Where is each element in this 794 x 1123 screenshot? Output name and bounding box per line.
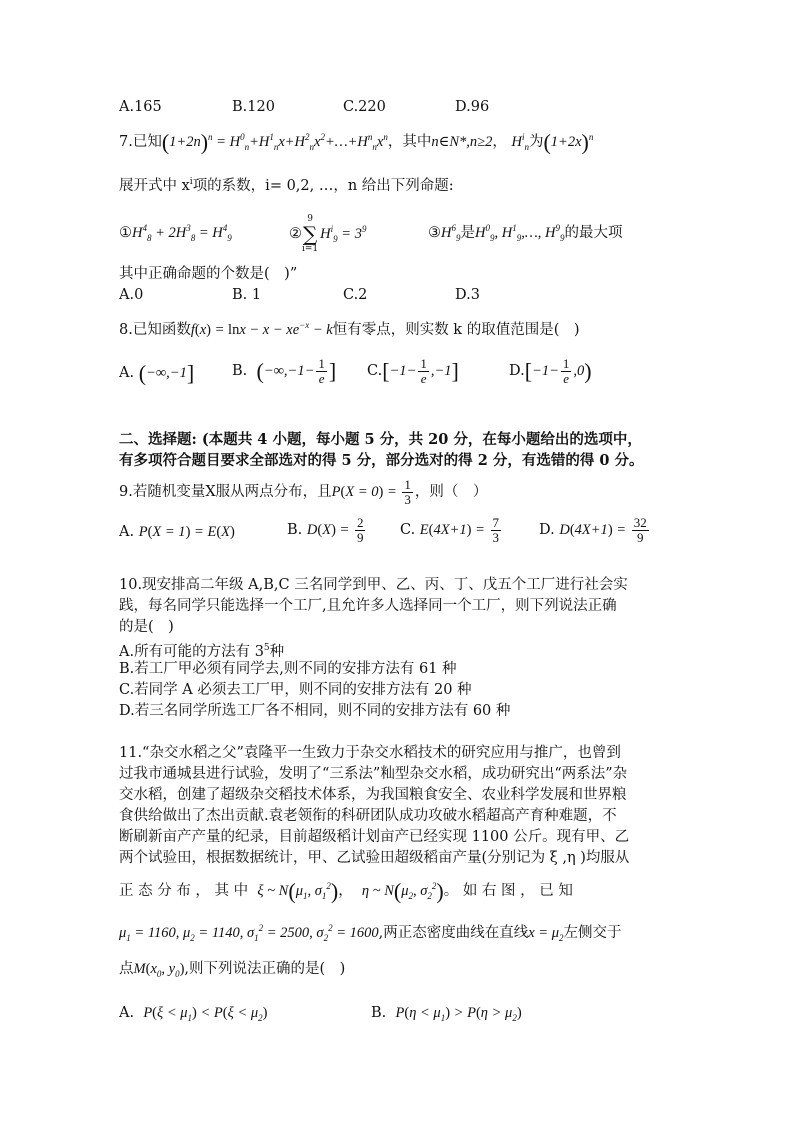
q8-math-d: [−1− $\frac{1}{e}$ ,0) <box>524 356 592 386</box>
q9-label-c: C. <box>400 521 416 538</box>
q8-label-d: D. <box>509 362 525 379</box>
q7-prop-3-h: $H^6_9$ <box>441 223 461 243</box>
q11-math-b: $P(\eta < \mu_1) > P(\eta > \mu_2)$ <box>395 1005 522 1023</box>
q8-tail: 恒有零点，则实数 k 的取值范围是( ) <box>332 321 580 338</box>
q7-option-c: C.2 <box>343 287 368 303</box>
q9-label-d: D. <box>539 521 555 538</box>
q9-tail: ，则（ ） <box>414 483 488 500</box>
sum-icon: 9 ∑ i=1 <box>302 214 319 254</box>
q9-math-d: D(4X+1) = $\frac{32}{9}$ <box>559 515 647 545</box>
q9-stem <box>119 478 487 507</box>
section-2-line2: 有多项符合题目要求全部选对的得 5 分，部分选对的得 2 分，有选错的得 0 分。 <box>119 452 644 469</box>
q10-option-a-text: A.所有可能的方法有 3 <box>119 643 264 660</box>
q11-line-6: 两个试验田，根据数据统计，甲、乙试验田超级稻亩产量(分别记为 ξ ,η )均服从 <box>119 850 630 866</box>
q10-option-c: C.若同学 A 必须去工厂甲，则不同的安排方法有 20 种 <box>119 682 472 698</box>
q10-option-d: D.若三名同学所选工厂各不相同，则不同的安排方法有 60 种 <box>119 703 511 719</box>
q7-prop-1-label: ① <box>119 224 132 241</box>
q7-text1: ，其中 <box>387 133 432 150</box>
q11-line-7 <box>119 876 573 906</box>
q6-option-b: B.120 <box>232 99 275 115</box>
q7-condition: n∈N*,n≥2 <box>431 133 493 150</box>
q8-number: 8.已知函数 <box>119 321 191 338</box>
q8-option-a <box>119 360 195 386</box>
q7-question: 其中正确命题的个数是( )” <box>119 266 298 282</box>
q8-math-a: (−∞,−1] <box>138 360 195 386</box>
q11-line-2: 过我市通城县进行试验，发明了“三系法”籼型杂交水稻，成功研究出“两系法”杂 <box>119 766 628 782</box>
q7-prop-3-list: $H^0_9$, $H^1_9,\dots$, $H^9_9$ <box>474 223 565 243</box>
q9-option-d <box>539 516 651 545</box>
q9-label-b: B. <box>287 521 303 538</box>
q9-label-a: A. <box>119 524 135 540</box>
q11-line-9-a: 点 <box>119 961 134 977</box>
q7-expansion: $(1+2x)^n$ <box>543 129 594 155</box>
section-2-line1: 二、选择题: (本题共 4 小题，每小题 5 分，共 20 分，在每小题给出的选项中， <box>119 431 642 448</box>
q11-math-a: $P(\xi < \mu_1) < P(\xi < \mu_2)$ <box>143 1005 268 1023</box>
q8-label-c: C. <box>367 362 383 379</box>
q11-line-8-b: 左侧交于 <box>563 924 622 941</box>
q7-prop-1 <box>119 218 232 248</box>
q6-option-d: D.96 <box>455 99 490 115</box>
q7-line2-b: 项的系数，i= 0,2, …，n 给出下列命题: <box>192 177 454 194</box>
q8-math-c: [−1− $\frac{1}{e}$ ,−1] <box>382 356 459 386</box>
q10-option-a-tail: 种 <box>269 643 285 660</box>
q11-line-4: 食供给做出了杰出贡献.袁老领衔的科研团队成功攻破水稻超高产育种难题，不 <box>119 808 617 824</box>
q11-line-7-a: 正 态 分 布 ， 其 中 <box>119 882 249 899</box>
q9-math-b: D(X) = $\frac{2}{9}$ <box>306 515 364 545</box>
q6-option-c: C.220 <box>343 99 386 115</box>
q7-prop-3-mid: 是 <box>460 224 475 241</box>
q8-option-b <box>232 357 336 386</box>
q11-point-m: $M(x_0$, $y_0$) <box>133 961 185 979</box>
q7-text2: ， <box>492 133 507 150</box>
q11-line-3: 交水稻，创建了超级杂交稻技术体系，为我国粮食安全、农业科学发展和世界粮 <box>119 787 627 803</box>
q11-option-b <box>371 1003 522 1028</box>
q7-line2: 展开式中 $x^i$项的系数，i= 0,2, …，n 给出下列命题: <box>119 177 454 194</box>
q7-stem <box>119 127 593 157</box>
q11-line-1: 11.“杂交水稻之父”袁隆平一生致力于杂交水稻技术的研究应用与推广，也曾到 <box>119 745 621 761</box>
q10-option-a-sup: 5 <box>263 643 270 653</box>
q7-binomial: $(1+2n)^n$ = $H^0_n+H^1_nx+H^2_nx^2+\dots+H^n_nx^n$ <box>161 129 388 155</box>
q7-prop-2-label: ② <box>289 226 302 242</box>
q7-option-b: B. 1 <box>232 287 262 303</box>
q7-option-a: A.0 <box>119 287 144 303</box>
q9-option-b <box>287 516 367 545</box>
q11-label-a: A. <box>119 1005 135 1021</box>
q11-eta-dist: η ~ $N(\mu_2$, $\sigma_2^2$) <box>361 878 444 904</box>
q8-label-a: A. <box>119 365 135 381</box>
q7-prop-1-math: $H^4_8 + 2H^3_8 = H^4_9$ <box>132 223 232 243</box>
q11-line-9 <box>119 959 345 984</box>
q7-option-d: D.3 <box>455 287 480 303</box>
q7-prop-2 <box>289 214 366 254</box>
q6-option-a: A.165 <box>119 99 162 115</box>
q7-number: 7.已知 <box>119 133 162 150</box>
q8-option-c <box>367 357 459 386</box>
q8-label-b: B. <box>232 362 248 379</box>
q8-function: $f(x) = \ln x - x - xe^{-x} - k$ <box>190 320 333 338</box>
q8-stem <box>119 315 580 340</box>
q7-prop-3-label: ③ <box>428 224 441 241</box>
q8-math-b: (−∞,−1− $\frac{1}{e}$ ] <box>256 356 337 386</box>
q9-option-c <box>400 516 503 545</box>
q7-prop-2-math: $H^i_9 = 3^9$ <box>320 224 367 244</box>
q9-condition: P(X = 0) = $\frac{1}{3}$ <box>331 477 411 507</box>
q11-xi-dist: ξ ~ $N(\mu_1$, $\sigma_1^2$) <box>257 878 339 904</box>
q11-line-7-b: ， <box>338 882 353 899</box>
q7-line2-a: 展开式中 x <box>119 177 190 194</box>
q11-line-7-c: 。 如 右 图 ， 已 知 <box>443 882 573 899</box>
q9-math-c: E(4X+1) = $\frac{7}{3}$ <box>419 515 500 545</box>
q11-label-b: B. <box>371 1005 387 1021</box>
q9-number: 9.若随机变量X服从两点分布，且 <box>119 483 332 500</box>
q9-option-a <box>119 522 235 542</box>
q7-hin: $H^i_n$ <box>511 132 529 152</box>
q10-option-b: B.若工厂甲必须有同学去,则不同的安排方法有 61 种 <box>119 661 457 677</box>
q7-text3: 为 <box>528 133 544 150</box>
q7-prop-3-tail: 的最大项 <box>564 224 623 241</box>
q10-line-2: 践，每名同学只能选择一个工厂,且允许多人选择同一个工厂，则下列说法正确 <box>119 598 617 614</box>
q10-line-1: 10.现安排高二年级 A,B,C 三名同学到甲、乙、丙、丁、戊五个工厂进行社会实 <box>119 577 628 593</box>
q11-params: $\mu_1 = 1160$, $\mu_2 = 1140$, $\sigma_1^2 = 2500$, $\sigma_2^2 = 1600$ <box>119 923 379 943</box>
q7-prop-3 <box>428 218 622 248</box>
q10-line-3: 的是( ) <box>119 619 174 635</box>
q11-line-8-a: ,两正态密度曲线在直线 <box>378 924 529 941</box>
q8-option-d <box>509 357 592 386</box>
q11-line-5: 断刷新亩产产量的纪录，目前超级稻计划亩产已经实现 1100 公斤。现有甲、乙 <box>119 829 630 845</box>
q11-line-x: $x = \mu_2$ <box>528 924 564 943</box>
q9-math-a: P(X = 1) = E(X) <box>138 524 235 540</box>
q11-line-9-b: ,则下列说法正确的是( ) <box>184 961 346 977</box>
q11-option-a <box>119 1003 268 1028</box>
q11-line-8 <box>119 918 621 948</box>
